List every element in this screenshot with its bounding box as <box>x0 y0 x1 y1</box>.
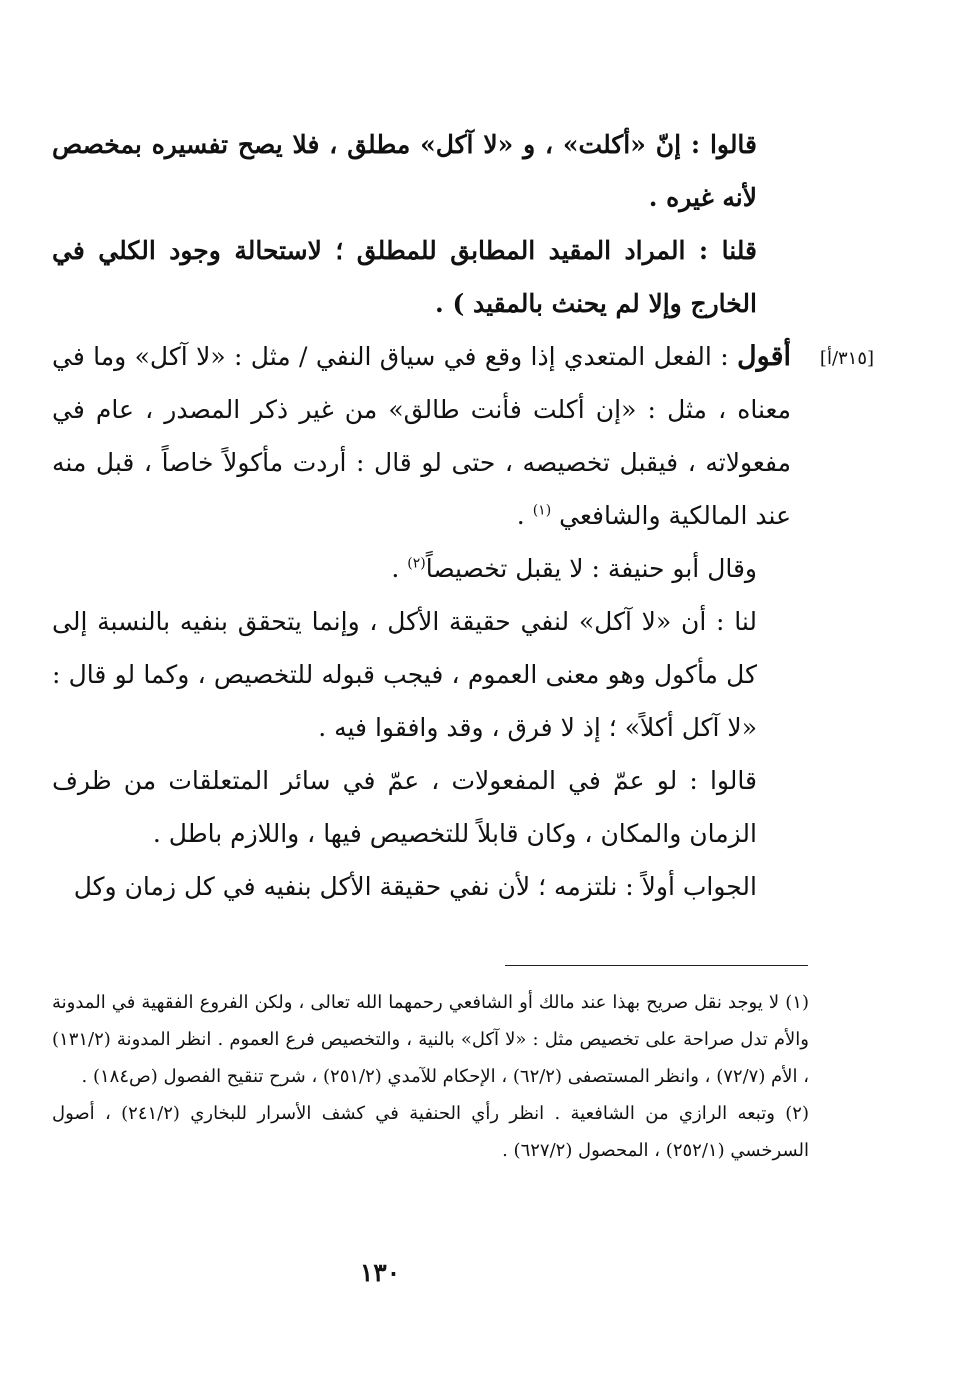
footnotes <box>52 984 809 1169</box>
footnote-2: (٢) وتبعه الرازي من الشافعية . انظر رأي الحنفية في كشف الأسرار للبخاري (٢٤١/٢) ، أصول السرخسي (٢٥٢/١) ، المحصول (٦٢٧/٢) . <box>52 1103 809 1161</box>
answer-paragraph: الجواب أولاً : نلتزمه ؛ لأن نفي حقيقة الأكل بنفيه في كل زمان وكل <box>73 872 757 901</box>
footnote-separator <box>505 965 808 966</box>
argument-paragraph: لنا : أن «لا آكل» لنفي حقيقة الأكل ، وإنما يتحقق بنفيه بالنسبة إلى كل مأكول وهو معنى العموم ، فيجب قبوله للتخصيص ، وكما لو قال : «لا آكل أكلاً» ؛ إذ لا فرق ، وقد وافقوا فيه . <box>52 607 757 742</box>
objection-paragraph: قالوا : إنّ «أكلت» ، و «لا آكل» مطلق ، فلا يصح تفسيره بمخصص لأنه غيره . <box>52 130 757 212</box>
page-number: ١٣٠ <box>359 1258 401 1287</box>
commentary-text: : الفعل المتعدي إذا وقع في سياق النفي / مثل : «لا آكل» وما في معناه ، مثل : «إن أكلت فأنت طالق» من غير ذكر المصدر ، عام في مفعولاته ، فيقبل تخصيصه ، حتى لو قال : أردت مأكولاً خاصاً ، قبل منه عند المالكية والشافعي <box>52 342 791 530</box>
reply-paragraph: قلنا : المراد المقيد المطابق للمطلق ؛ لاستحالة وجود الكلي في الخارج وإلا لم يحنث بالمقيد ) . <box>52 236 757 318</box>
commentary-paragraph <box>52 330 809 542</box>
manuscript-folio-reference: [٣١٥/أ] <box>819 348 875 369</box>
objection-2-paragraph: قالوا : لو عمّ في المفعولات ، عمّ في سائر المتعلقات من ظرف الزمان والمكان ، وكان قابلاً للتخصيص فيها ، واللازم باطل . <box>52 766 757 848</box>
hanafi-opinion-paragraph <box>52 542 809 595</box>
footnote-1: (١) لا يوجد نقل صريح بهذا عند مالك أو الشافعي رحمهما الله تعالى ، ولكن الفروع الفقهية في المدونة والأم تدل صراحة على تخصيص مثل : «لا آكل» بالنية ، والتخصيص فرع العموم . انظر المدونة (١٣١/٢) ، الأم (٧٢/٧) ، وانظر المستصفى (٦٢/٢) ، الإحكام للآمدي (٢٥١/٢) ، شرح تنقيح الفصول (ص١٨٤) . <box>52 992 809 1087</box>
hanafi-opinion-tail: . <box>391 554 408 583</box>
footnote-ref-2: (٢) <box>407 555 426 572</box>
main-text <box>52 118 809 913</box>
footnote-ref-1: (١) <box>532 502 552 519</box>
hanafi-opinion-text: وقال أبو حنيفة : لا يقبل تخصيصاً <box>425 554 757 583</box>
commentary-keyword: أقول <box>737 341 791 372</box>
commentary-tail: . <box>516 501 533 530</box>
